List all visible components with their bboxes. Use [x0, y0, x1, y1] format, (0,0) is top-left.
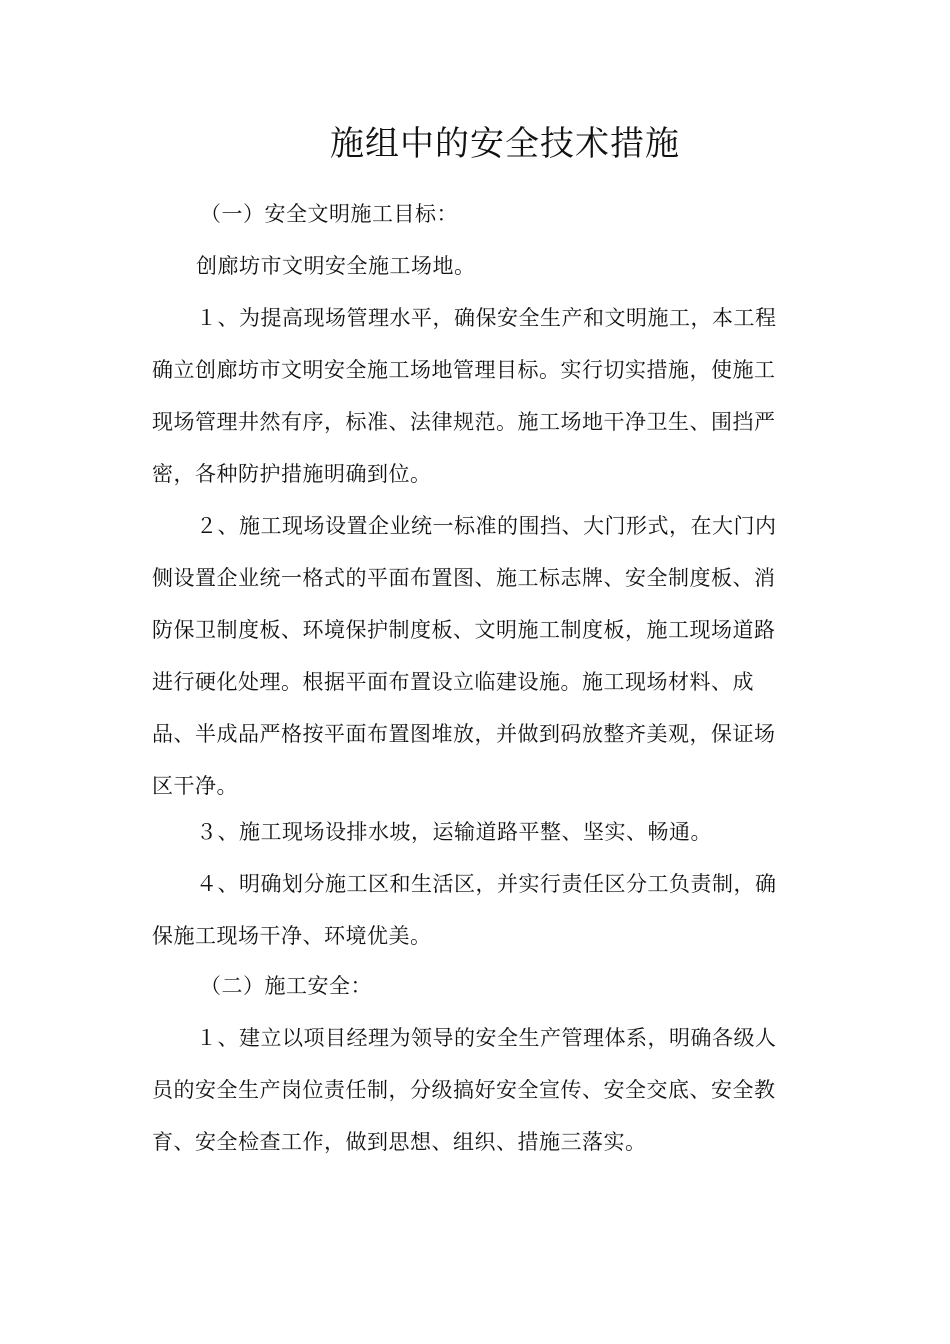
text-line: １、为提高现场管理水平，确保安全生产和文明施工，本工程	[196, 306, 777, 330]
text-line: 密，各种防护措施明确到位。	[152, 462, 432, 486]
text-line: （一）安全文明施工目标：	[200, 202, 458, 226]
document-title: 施组中的安全技术措施	[330, 124, 680, 164]
goal-paragraph	[152, 240, 812, 292]
text-line: 确立创廊坊市文明安全施工场地管理目标。实行切实措施，使施工	[152, 358, 776, 382]
text-line: 保施工现场干净、环境优美。	[152, 924, 432, 948]
text-line: 育、安全检查工作，做到思想、组织、措施三落实。	[152, 1130, 647, 1154]
text-line: 品、半成品严格按平面布置图堆放，并做到码放整齐美观，保证场	[152, 722, 776, 746]
safety-paragraph-1	[152, 1012, 812, 1168]
item-paragraph-1	[152, 292, 812, 500]
text-line: 防保卫制度板、环境保护制度板、文明施工制度板，施工现场道路	[152, 618, 776, 642]
text-line: １、建立以项目经理为领导的安全生产管理体系，明确各级人	[196, 1026, 777, 1050]
text-line: 区干净。	[152, 774, 238, 798]
text-line: 侧设置企业统一格式的平面布置图、施工标志牌、安全制度板、消	[152, 566, 776, 590]
text-line: 现场管理井然有序，标准、法律规范。施工场地干净卫生、围挡严	[152, 410, 776, 434]
item-paragraph-4	[152, 858, 812, 962]
text-line: 创廊坊市文明安全施工场地。	[196, 254, 476, 278]
text-line: ４、明确划分施工区和生活区，并实行责任区分工负责制，确	[196, 872, 777, 896]
section-heading-2	[152, 960, 812, 1012]
text-line: （二）施工安全：	[200, 974, 372, 998]
text-line: ２、施工现场设置企业统一标准的围挡、大门形式，在大门内	[196, 514, 777, 538]
text-line: 进行硬化处理。根据平面布置设立临建设施。施工现场材料、成	[152, 670, 754, 694]
text-line: 员的安全生产岗位责任制，分级搞好安全宣传、安全交底、安全教	[152, 1078, 776, 1102]
text-line: ３、施工现场设排水坡，运输道路平整、坚实、畅通。	[196, 820, 712, 844]
item-paragraph-3	[152, 806, 812, 858]
item-paragraph-2	[152, 500, 812, 812]
section-heading-1	[152, 188, 812, 240]
